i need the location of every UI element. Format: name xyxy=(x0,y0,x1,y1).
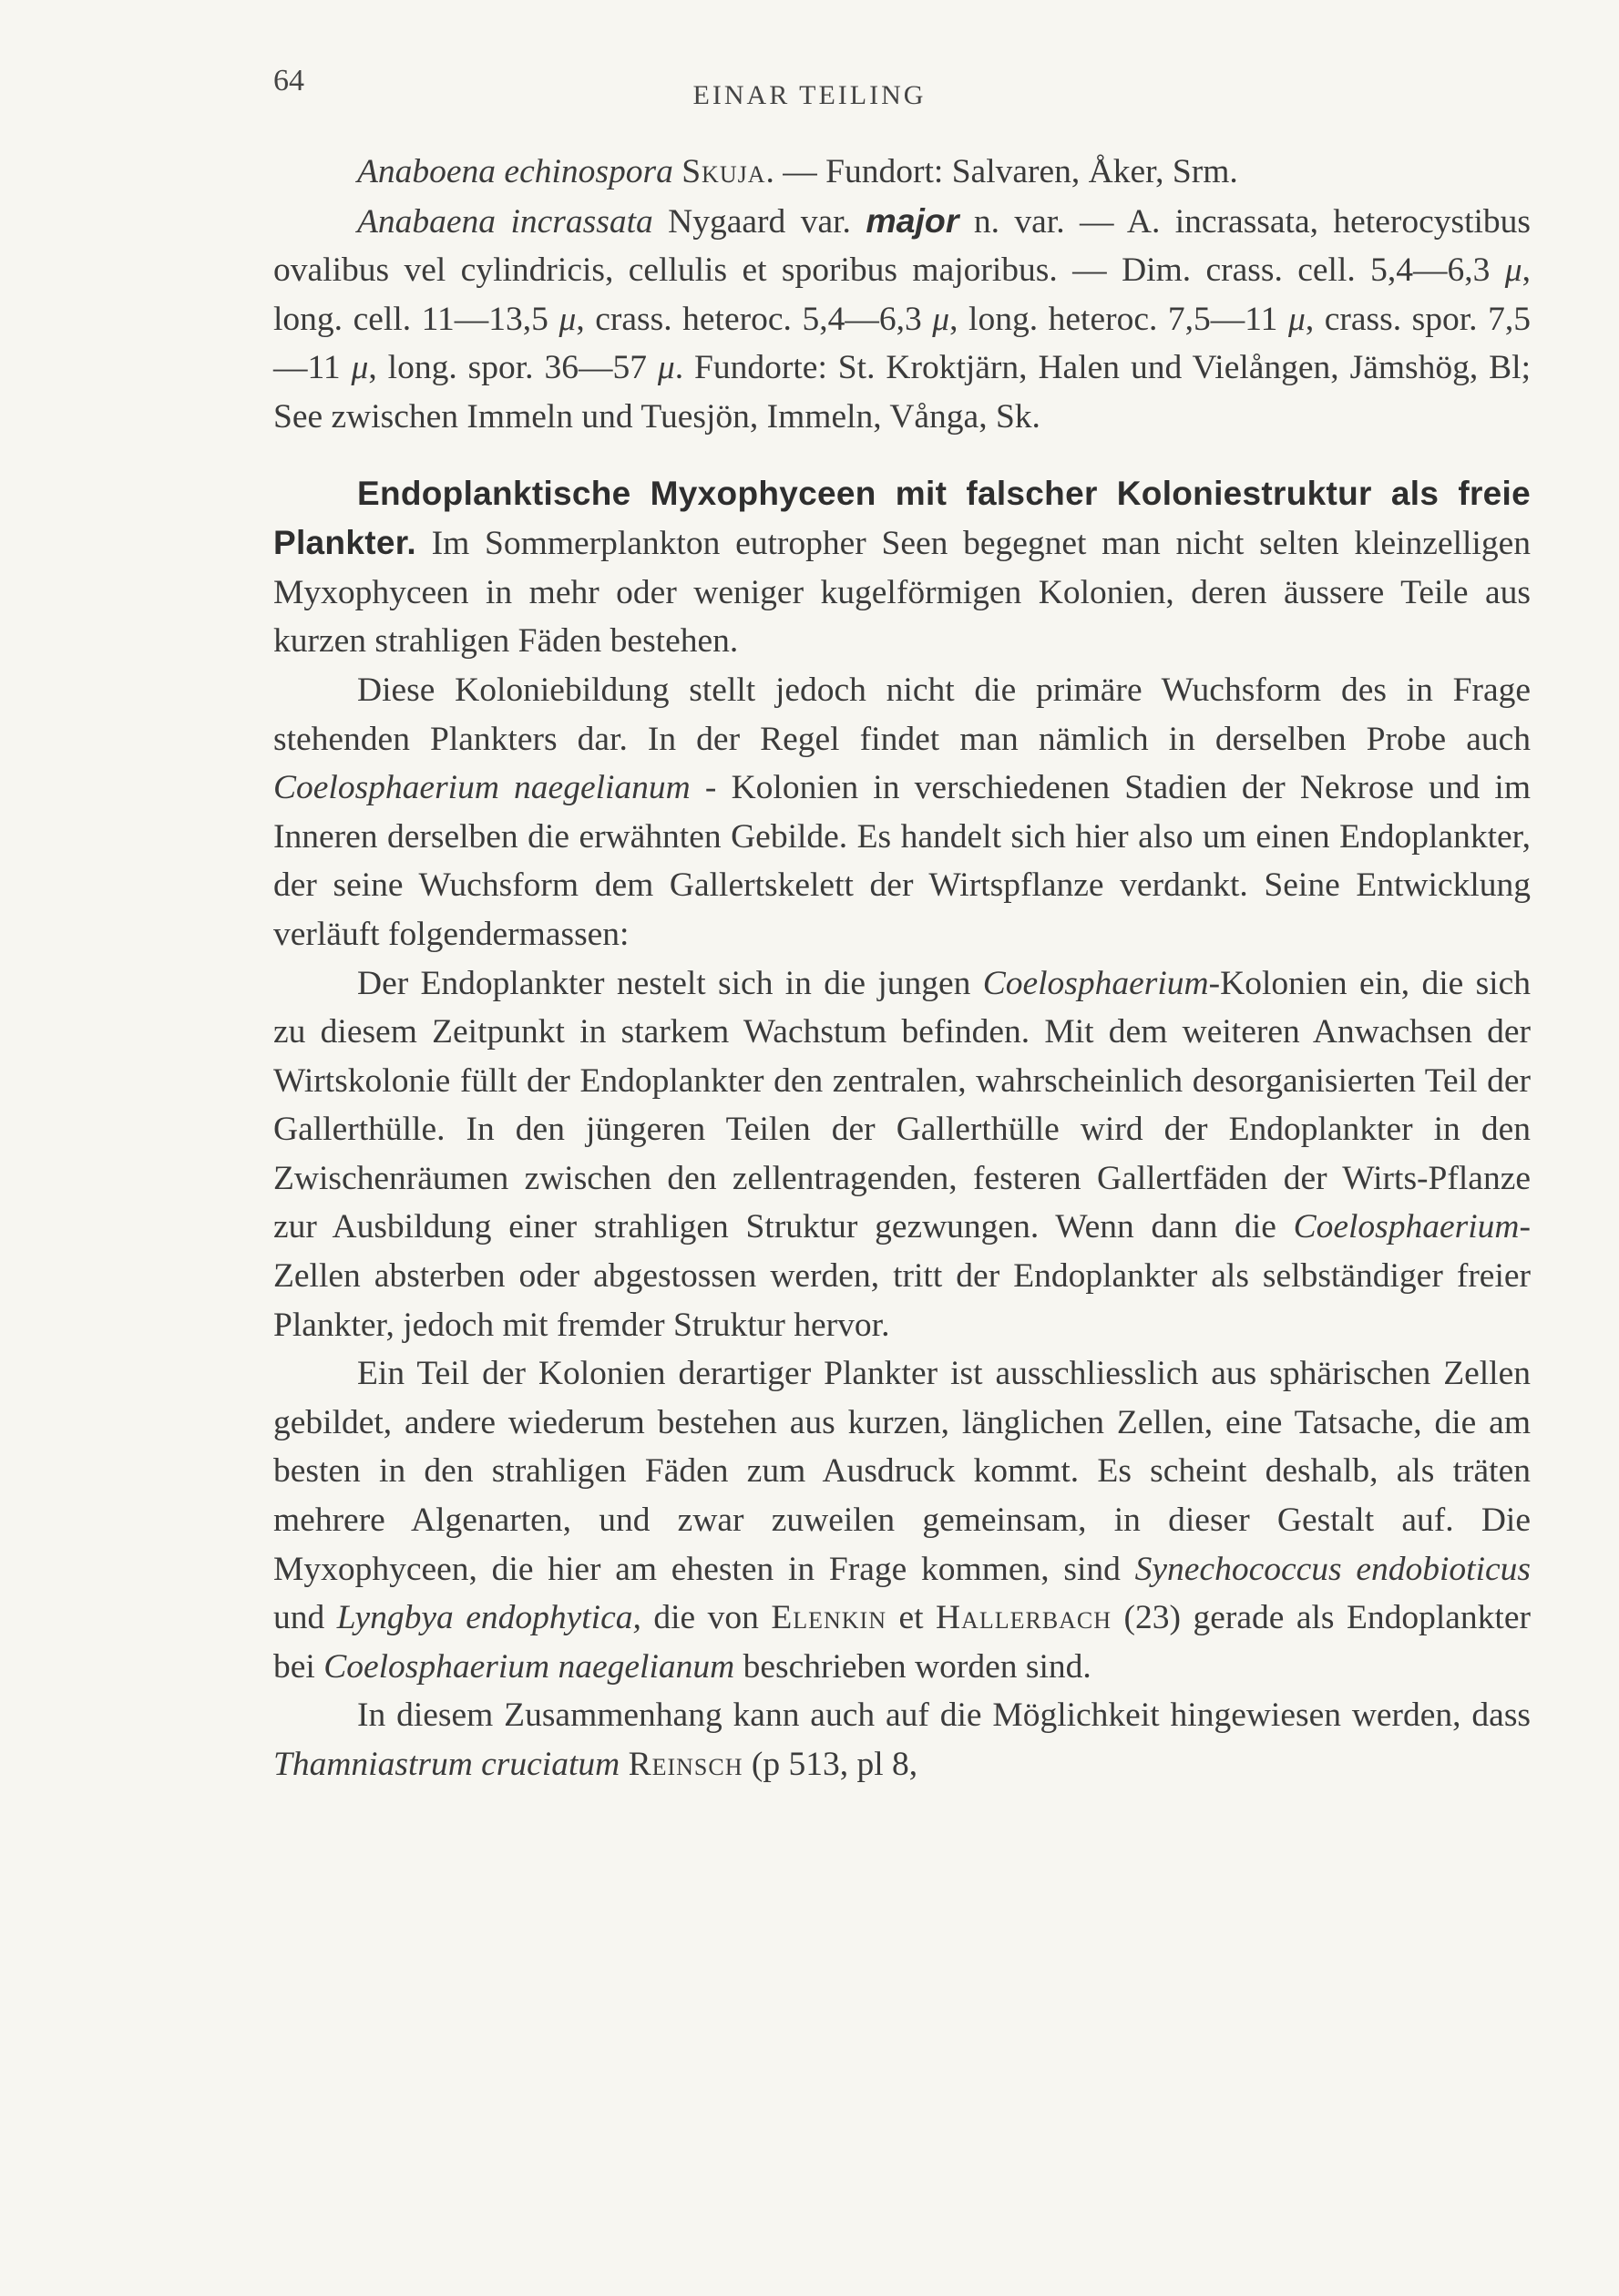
paragraph-text: Im Sommerplankton eutropher Seen begegnet man nicht selten kleinzelligen Myxophyceen in mehr oder weniger kugelförmigen Kolonien, deren äussere Teile aus kurzen strahligen Fäden bestehen. xyxy=(273,525,1531,661)
micron-symbol: μ xyxy=(1287,300,1306,338)
taxon-name: Coelosphaerium naegelianum xyxy=(273,769,691,807)
variety-name: major xyxy=(866,200,959,240)
taxon-name: Thamniastrum cruciatum xyxy=(273,1746,620,1783)
author-name: Elenkin xyxy=(771,1599,886,1637)
entry-text: n. var. — A. incrassata, heterocystibus ovalibus vel cylindricis, cellulis et sporibus majoribus. — Dim. crass. cell. 5,4—6,3 xyxy=(273,202,1531,290)
micron-symbol: μ xyxy=(351,349,369,387)
section-paragraph-3: Der Endoplankter nestelt sich in die jungen Coelosphaerium-Kolonien ein, die sich zu diesem Zeitpunkt in starkem Wachstum befinden. Mit dem weiteren Anwachsen der Wirtskolonie füllt der Endoplankter den zentralen, wahrscheinlich desorganisierten Teil der Gallerthülle. In den jüngeren Teilen der Gallerthülle wird der Endoplankter in den Zwischenräumen zwischen den zellentragenden, festeren Gallertfäden der Wirts-Pflanze zur Ausbildung einer strahligen Struktur gezwungen. Wenn dann die Coelosphaerium-Zellen absterben oder abgestossen werden, tritt der Endoplankter als selbständiger freier Plankter, jedoch mit fremder Struktur hervor. xyxy=(273,964,1531,1344)
section-paragraph-2: Diese Koloniebildung stellt jedoch nicht die primäre Wuchsform des in Frage stehenden Plankters dar. In der Regel findet man nämlich in derselben Probe auch Coelosphaerium naegelianum - Kolonien in verschiedenen Stadien der Nekrose und im Inneren derselben die erwähnten Gebilde. Es handelt sich hier also um einen Endoplankter, der seine Wuchsform dem Gallertskelett der Wirtspflanze verdankt. Seine Entwicklung verläuft folgendermassen: xyxy=(273,671,1532,953)
micron-symbol: μ xyxy=(1504,251,1522,290)
section-heading: Endoplanktische Myxophyceen mit falscher Koloniestruktur als freie Plankter. xyxy=(273,474,1531,562)
section-paragraph-4: Ein Teil der Kolonien derartiger Plankter ist ausschliesslich aus sphärischen Zellen gebildet, andere wiederum bestehen aus kurzen, länglichen Zellen, eine Tatsache, die am besten in den strahligen Fäden zum Ausdruck kommt. Es scheint deshalb, als träten mehrere Algenarten, und zwar zuweilen gemeinsam, in dieser Gestalt auf. Die Myxophyceen, die hier am ehesten in Frage kommen, sind Synechococcus endobioticus und Lyngbya endophytica, die von Elenkin et Hallerbach (23) gerade als Endoplankter bei Coelosphaerium naegelianum beschrieben worden sind. xyxy=(273,1355,1531,1686)
author-name: Skuja xyxy=(681,153,766,190)
taxon-name: Anaboena echinospora xyxy=(357,153,673,190)
body-text xyxy=(273,148,1531,1789)
micron-symbol: μ xyxy=(558,300,577,338)
taxon-name: Anabaena incrassata xyxy=(357,202,653,241)
micron-symbol: μ xyxy=(932,300,950,338)
entry-anaboena-echinospora xyxy=(273,148,1531,197)
page-number: 64 xyxy=(273,64,304,97)
taxon-name: Lyngbya endophytica, xyxy=(336,1599,641,1637)
author-name: Reinsch xyxy=(628,1746,743,1783)
section-paragraph-5: In diesem Zusammenhang kann auch auf die Möglichkeit hingewiesen werden, dass Thamniastrum cruciatum Reinsch (p 513, pl 8, xyxy=(273,1696,1531,1783)
entry-text: Nygaard var. xyxy=(652,202,866,241)
running-head: EINAR TEILING xyxy=(692,80,927,110)
section-paragraph-1 xyxy=(273,469,1531,666)
entry-text: . — Fundort: Salvaren, Åker, Srm. xyxy=(765,153,1238,190)
author-name: Hallerbach xyxy=(935,1599,1112,1637)
taxon-name: Coelosphaerium naegelianum xyxy=(323,1647,735,1686)
taxon-name: Coelosphaerium xyxy=(982,964,1209,1002)
taxon-name: Coelosphaerium xyxy=(1293,1208,1520,1246)
micron-symbol: μ xyxy=(657,349,675,387)
section-spacer xyxy=(273,442,1531,469)
entry-anabaena-incrassata: Anabaena incrassata Nygaard var. major n. var. — A. incrassata, heterocystibus ovalibus vel cylindricis, cellulis et sporibus majoribus. — Dim. crass. cell. 5,4—6,3 μ, long. cell. 11—13,5 μ, crass. heteroc. 5,4—6,3 μ, long. heteroc. 7,5—11 μ, crass. spor. 7,5—11 μ, long. spor. 36—57 μ. Fundorte: St. Kroktjärn, Halen und Vielången, Jämshög, Bl; See zwischen Immeln und Tuesjön, Immeln, Vånga, Sk. xyxy=(273,200,1531,436)
taxon-name: Synechococcus endobioticus xyxy=(1134,1550,1531,1588)
